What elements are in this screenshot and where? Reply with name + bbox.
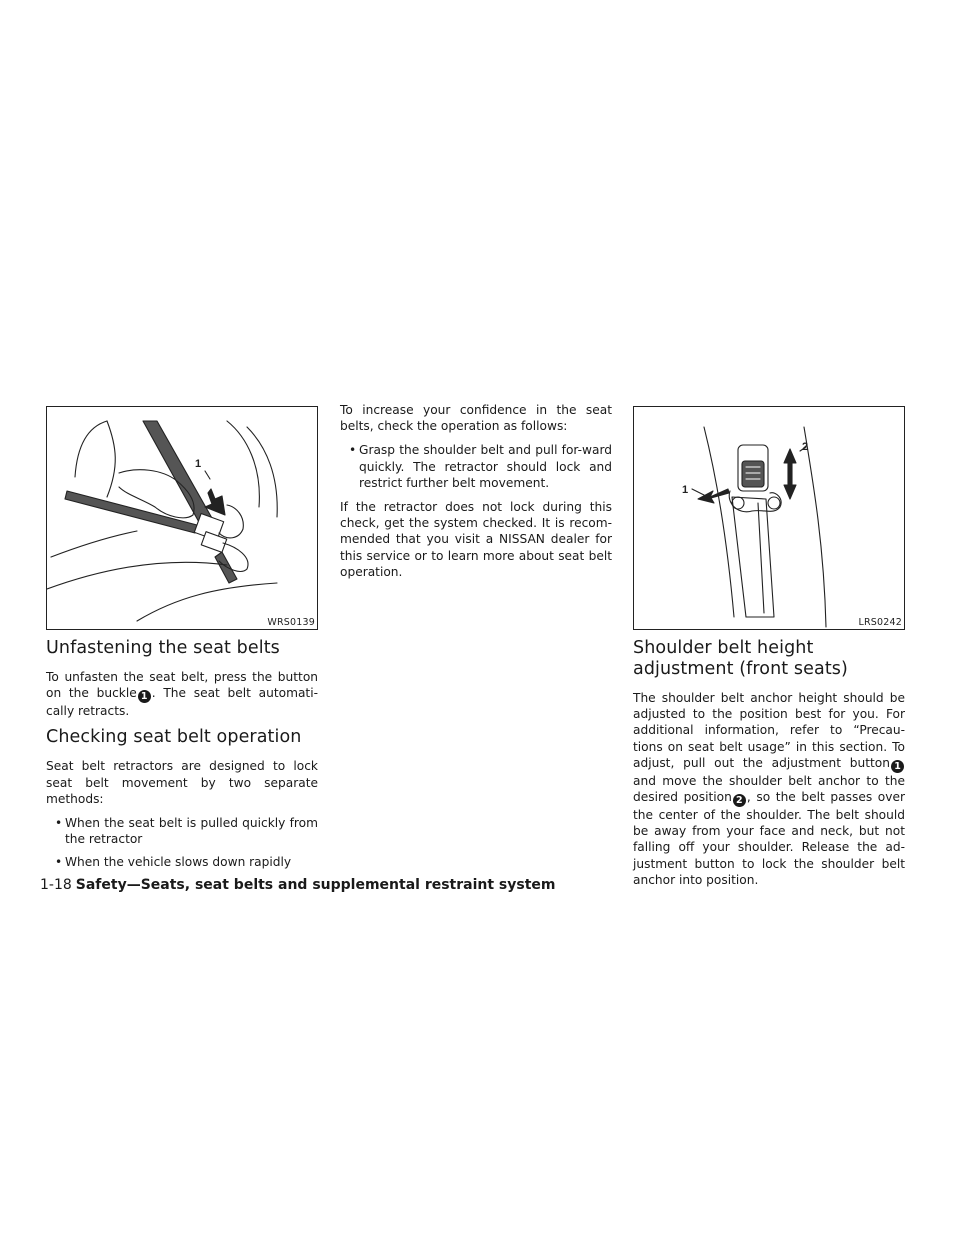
middle-column xyxy=(340,402,612,588)
bullet-icon: • xyxy=(349,443,357,458)
figure-shoulder-belt-adjustment xyxy=(633,406,905,630)
figure-code: LRS0242 xyxy=(858,617,902,628)
checking-bullet-list xyxy=(46,815,318,871)
checking-paragraph: Seat belt retractors are designed to lock seat belt movement by two separate methods: xyxy=(46,759,318,806)
figure-code: WRS0139 xyxy=(267,617,315,628)
retractor-paragraph: If the retractor does not lock during this check, get the system checked. It is recom-mended that you visit a NISSAN dealer for this service or to learn more about seat belt operation. xyxy=(340,500,612,579)
shoulder-text-end: , so the belt passes over the center of the shoulder. The belt should be away from your face and neck, but not falling off your shoulder. Release the ad-justment button to lock the shoulder belt anchor into position. xyxy=(633,790,905,887)
section-title: Safety—Seats, seat belts and supplemental restraint system xyxy=(75,877,556,893)
figure-callout-1: 1 xyxy=(682,484,689,496)
list-item: • When the seat belt is pulled quickly from the retractor xyxy=(55,816,318,847)
heading-shoulder-belt: Shoulder belt height adjustment (front seats) xyxy=(633,638,848,679)
seat-belt-buckle-illustration xyxy=(47,407,317,629)
check-intro-paragraph: To increase your confidence in the seat belts, check the operation as follows: xyxy=(340,403,612,434)
shoulder-belt-anchor-illustration xyxy=(634,407,904,629)
check-bullet-list xyxy=(340,442,612,491)
heading-unfastening: Unfastening the seat belts xyxy=(46,638,280,658)
figure-callout-2: 2 xyxy=(802,441,809,453)
list-item: • When the vehicle slows down rapidly xyxy=(55,855,292,870)
heading-checking: Checking seat belt operation xyxy=(46,727,302,748)
page-number: 1-18 xyxy=(40,877,72,893)
left-column xyxy=(46,406,318,879)
shoulder-text: The shoulder belt anchor height should be adjusted to the position best for you. For additional information, refer to “Precau-tions on seat belt usage” in this section. To adjust, pull out the adjustment button xyxy=(633,691,905,770)
bullet-icon: • xyxy=(55,855,63,870)
shoulder-belt-paragraph xyxy=(633,690,905,888)
unfasten-text: To unfasten the seat belt, press the button on the buckle xyxy=(46,670,318,701)
figure-callout-1: 1 xyxy=(195,458,202,470)
callout-2-icon: 2 xyxy=(733,794,746,807)
unfasten-text-continued: . The seat belt automati-cally retracts. xyxy=(46,686,318,719)
bullet-icon: • xyxy=(55,816,63,831)
unfasten-paragraph xyxy=(46,669,318,719)
shoulder-text-continued: and move the shoulder belt anchor to the desired position xyxy=(633,773,905,805)
list-item: • Grasp the shoulder belt and pull for-ward quickly. The retractor should lock and restrict further belt movement. xyxy=(349,443,612,490)
page-footer xyxy=(40,877,556,893)
figure-unfasten-seat-belt xyxy=(46,406,318,630)
right-column xyxy=(633,406,905,896)
callout-1-icon: 1 xyxy=(138,690,151,703)
callout-1-icon: 1 xyxy=(891,760,904,773)
